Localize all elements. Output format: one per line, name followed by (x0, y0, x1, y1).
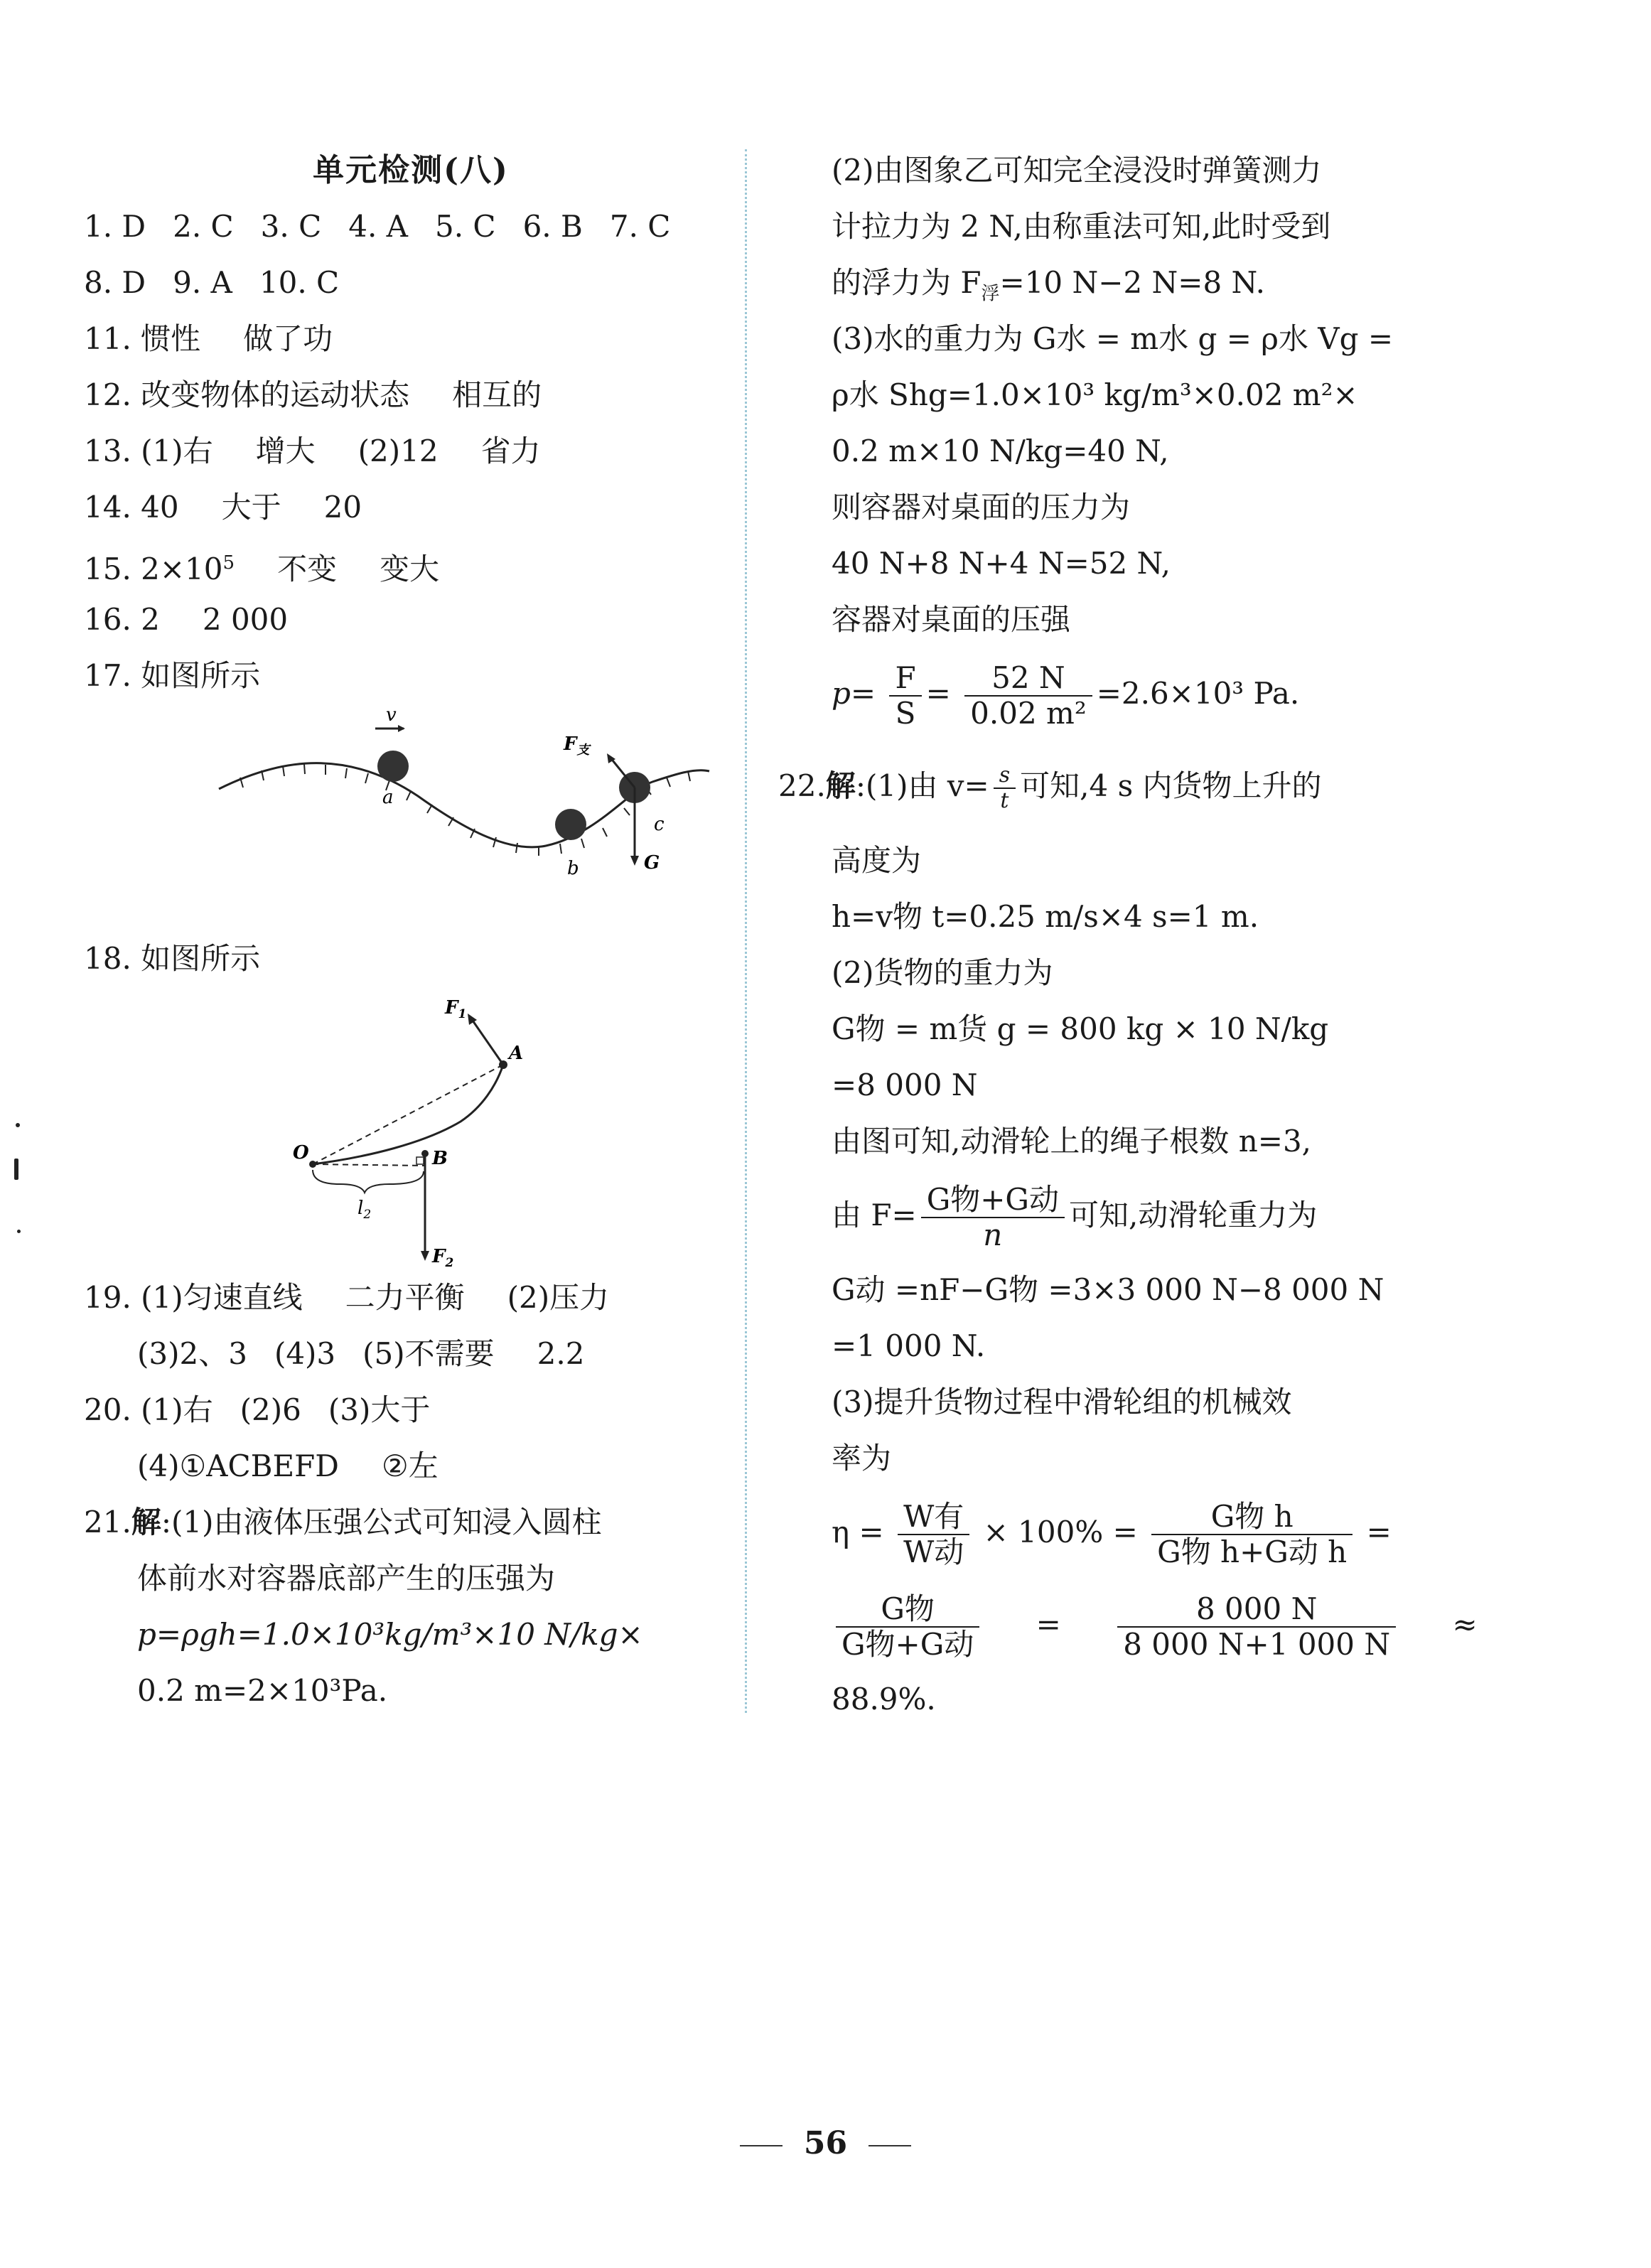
r-line-4: (3)水的重力为 G水 = m水 g = ρ水 Vg = (832, 321, 1394, 356)
answer-21b: 体前水对容器底部产生的压强为 (137, 1561, 556, 1596)
answer-20b: (4)①ACBEFD ②左 (137, 1449, 439, 1483)
r-line-5: ρ水 Shg=1.0×10³ kg/m³×0.02 m²× (832, 377, 1358, 412)
answer-19a: 19. (1)匀速直线 二力平衡 (2)压力 (84, 1280, 610, 1315)
answer-21d: 0.2 m=2×10³Pa. (137, 1673, 388, 1708)
r-line-15: G物 = m货 g = 800 kg × 10 N/kg (832, 1011, 1329, 1046)
answer-16: 16. 2 2 000 (84, 602, 289, 637)
answer-12: 12. 改变物体的运动状态 相互的 (84, 377, 542, 412)
answer-20a: 20. (1)右 (2)6 (3)大于 (84, 1392, 431, 1427)
answers-19-21 (84, 1269, 738, 1719)
r-line-25: 88.9%. (832, 1682, 936, 1716)
r-line-21: (3)提升货物过程中滑轮组的机械效 (832, 1385, 1292, 1419)
r-line-2: 计拉力为 2 N,由称重法可知,此时受到 (832, 209, 1331, 244)
answer-15: 15. $2\times 10^5$ 不变 变大 (84, 552, 440, 586)
label-b: b (567, 858, 579, 879)
r-line-20: =1 000 N. (832, 1328, 986, 1363)
r-line-13: h=v物 t=0.25 m/s×4 s=1 m. (832, 899, 1259, 934)
r-line-1: (2)由图象乙可知完全浸没时弹簧测力 (832, 153, 1322, 188)
figure-18-lever (290, 979, 532, 1271)
answer-18: 18. 如图所示 (84, 941, 261, 976)
label-c: c (654, 814, 665, 835)
label-A: A (509, 1043, 524, 1064)
left-column (84, 142, 738, 1708)
label-a: a (382, 787, 394, 808)
column-divider (745, 149, 747, 1713)
answer-11: 11. 惯性 做了功 (84, 321, 333, 356)
label-v: v (386, 704, 397, 726)
label-l2: $l_2$ (357, 1198, 372, 1222)
r-line-14: (2)货物的重力为 (832, 955, 1053, 990)
r-line-7: 则容器对桌面的压力为 (832, 490, 1131, 525)
ball-b (555, 809, 586, 840)
scan-speck (17, 1230, 21, 1233)
r-line-9: 容器对桌面的压强 (832, 602, 1071, 637)
r-line-12: 高度为 (832, 843, 922, 878)
r-line-22: 22.解:(1)由 v= $\frac{s}{t}$ 可知,4 s 内货物上升的 (778, 762, 1322, 813)
section-title: 单元检测(八) (313, 152, 509, 188)
r-line-3: 的浮力为 $F_浮=10$ N−2 N=8 N. (832, 265, 1265, 305)
r-line-efficiency: η = $\frac{\text{W有}}{\text{W动}}$ × 100% = $\frac{\text{G物 h}}{\text{G物 h+G动 h}}$ = (832, 1498, 1392, 1569)
r-line-8: 40 N+8 N+4 N=52 N, (832, 546, 1171, 581)
label-B: B (432, 1148, 448, 1169)
label-G: G (644, 852, 660, 874)
answers-1-7: 1. D 2. C 3. C 4. A 5. C 6. B 7. C (84, 209, 671, 244)
r-line-pressure: p= $\frac{F}{S}$ = $\frac{52 N}{\text{0.02 m²}}$ =2.6×10³ Pa. (832, 660, 1300, 731)
scan-speck (16, 1123, 20, 1127)
answer-17: 17. 如图所示 (84, 658, 261, 693)
r-line-efficiency-2: $\frac{\text{G物}}{\text{G物+G动}}$ = $\frac{8 000 N}{8 000 N+1 000 N}$ ≈ (778, 1579, 1418, 1671)
r-line-16: =8 000 N (832, 1068, 978, 1102)
answer-19b: (3)2、3 (4)3 (5)不需要 2.2 (137, 1336, 585, 1371)
figure-17-slope-ball (212, 704, 724, 903)
r-line-17: 由图可知,动滑轮上的绳子根数 n=3, (832, 1124, 1312, 1159)
label-F2: $F_2$ (432, 1246, 454, 1270)
answer-13: 13. (1)右 增大 (2)12 省力 (84, 434, 541, 468)
answer-21a: 21.解:(1)由液体压强公式可知浸入圆柱 (84, 1505, 602, 1539)
r-line-6: 0.2 m×10 N/kg=40 N, (832, 434, 1169, 468)
right-column (778, 142, 1478, 1727)
answers-8-10: 8. D 9. A 10. C (84, 265, 340, 300)
r-line-22: 率为 (832, 1441, 892, 1476)
r-line-19: G动 =nF−G物 =3×3 000 N−8 000 N (832, 1272, 1384, 1307)
answer-21c: p=ρgh=1.0×10³kg/m³×10 N/kg× (137, 1617, 643, 1652)
answer-14: 14. 40 大于 20 (84, 490, 362, 525)
label-O: O (293, 1142, 309, 1163)
ball-a (377, 751, 409, 782)
label-F-support: $F_支$ (564, 733, 590, 758)
scan-speck (14, 1159, 18, 1180)
r-line-18: 由 F= $\frac{\text{G物+G动}}{n}$ 可知,动滑轮重力为 (832, 1181, 1318, 1252)
page-number: 56 (0, 2125, 1651, 2161)
label-F1: $F_1$ (445, 997, 467, 1021)
